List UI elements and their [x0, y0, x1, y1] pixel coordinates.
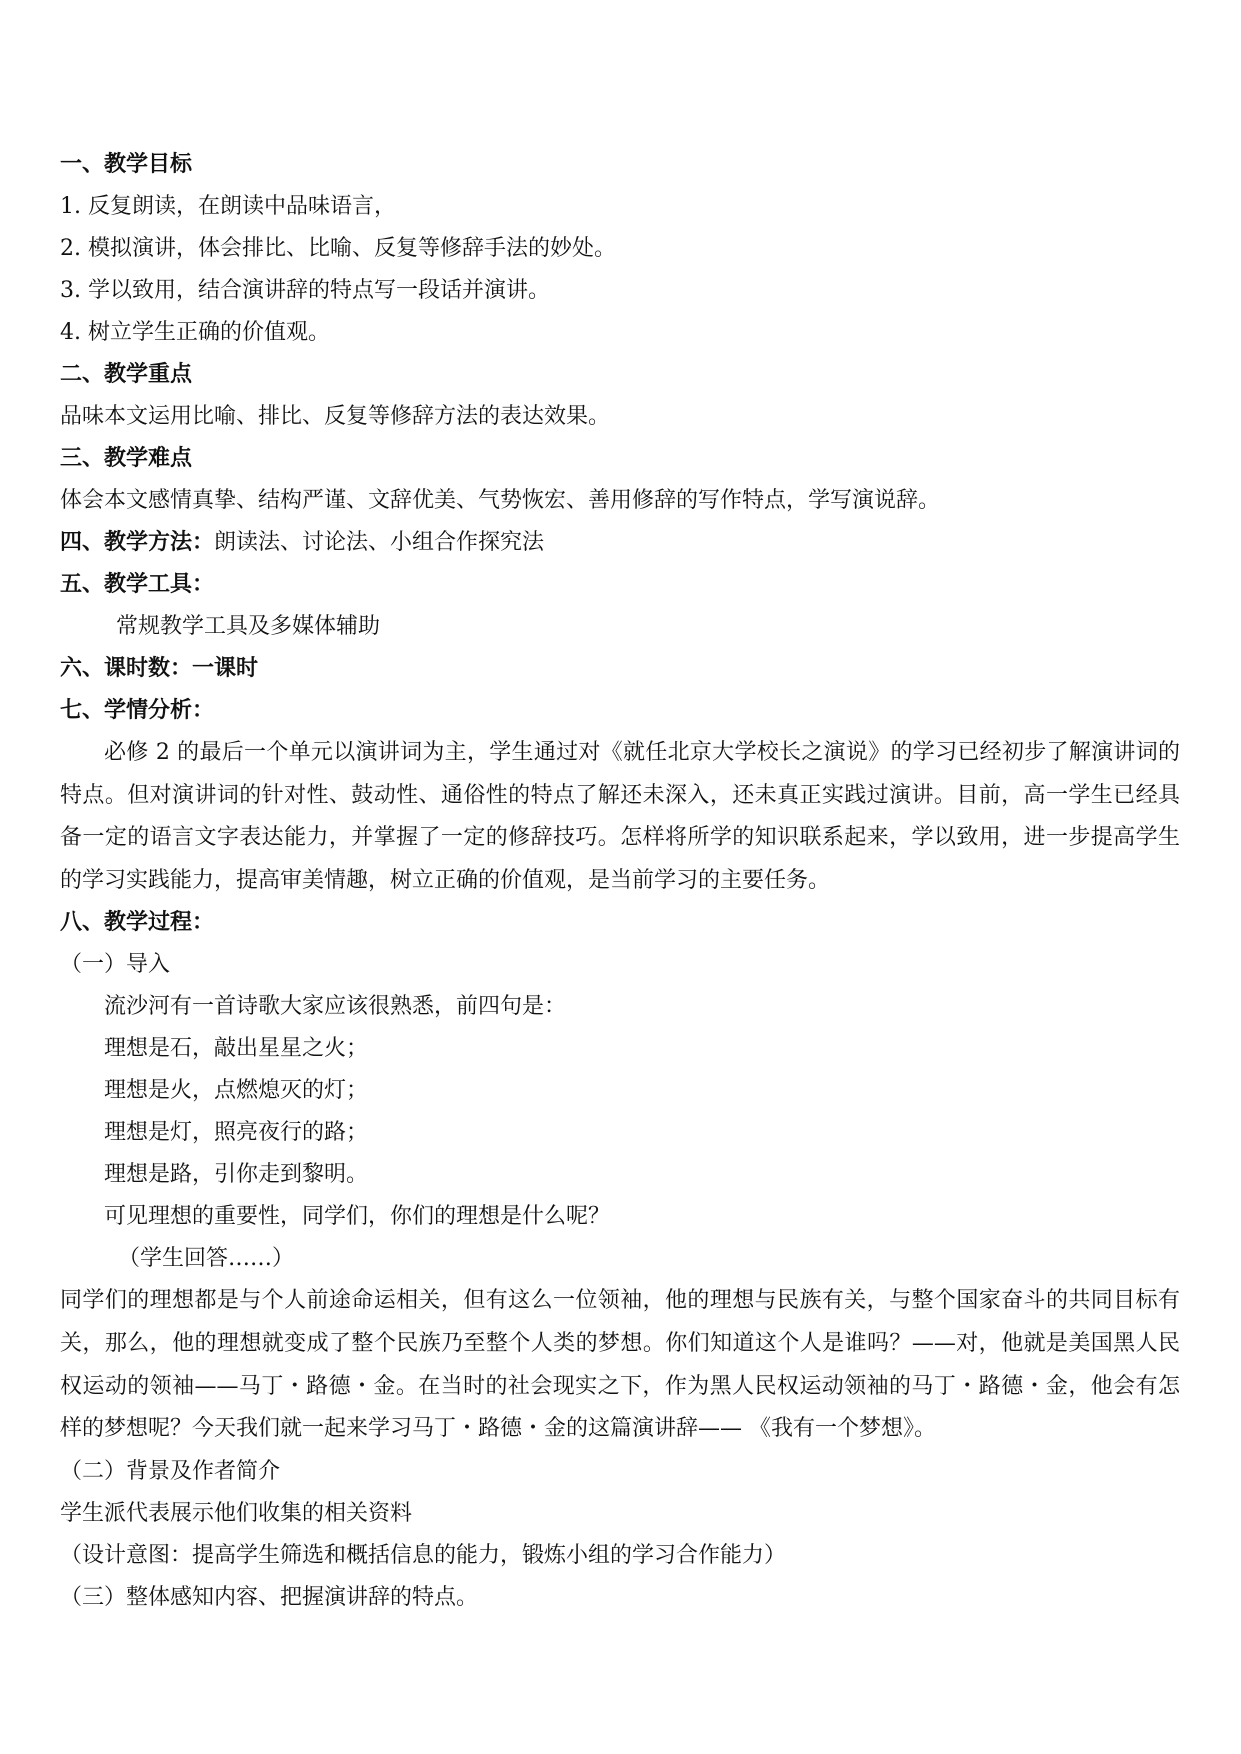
objective-1: 1. 反复朗读，在朗读中品味语言，	[60, 194, 396, 219]
student-answer: （学生回答……）	[118, 1246, 295, 1272]
methods-text: 朗读法、讨论法、小组合作探究法	[214, 530, 545, 555]
poem-line-2: 理想是火，点燃熄灭的灯；	[104, 1078, 369, 1104]
heading-tools: 五、教学工具：	[60, 572, 215, 597]
difficulties-text: 体会本文感情真挚、结构严谨、文辞优美、气势恢宏、善用修辞的写作特点，学写演说辞。	[60, 488, 941, 513]
part2-title: （二）背景及作者简介	[60, 1458, 281, 1484]
poem-line-4: 理想是路，引你走到黎明。	[104, 1162, 369, 1188]
heading-difficulties: 三、教学难点	[60, 446, 193, 471]
student-analysis-paragraph: 必修 2 的最后一个单元以演讲词为主，学生通过对《就任北京大学校长之演说》的学习已经初步了解演讲词的特点。但对演讲词的针对性、鼓动性、通俗性的特点了解还未深入，还未真正实践过演讲。目前，高一学生已经具备一定的语言文字表达能力，并掌握了一定的修辞技巧。怎样将所学的知识联系起来，学以致用，进一步提高学生的学习实践能力，提高审美情趣，树立正确的价值观，是当前学习的主要任务。	[60, 740, 1180, 893]
heading-class-hours: 六、课时数：一课时	[60, 656, 259, 681]
objective-2: 2. 模拟演讲，体会排比、比喻、反复等修辞手法的妙处。	[60, 236, 616, 261]
heading-key-points: 二、教学重点	[60, 362, 193, 387]
ideal-question: 可见理想的重要性，同学们，你们的理想是什么呢？	[104, 1204, 611, 1230]
poem-line-3: 理想是灯，照亮夜行的路；	[104, 1120, 369, 1146]
heading-student-analysis: 七、学情分析：	[60, 698, 215, 723]
tools-text: 常规教学工具及多媒体辅助	[116, 614, 381, 639]
lesson-plan-page	[60, 144, 1180, 1619]
objective-3: 3. 学以致用，结合演讲辞的特点写一段话并演讲。	[60, 278, 550, 303]
methods-label: 四、教学方法：	[60, 530, 215, 555]
heading-methods	[60, 522, 1180, 564]
heading-teaching-process: 八、教学过程：	[60, 910, 215, 936]
part3-title: （三）整体感知内容、把握演讲辞的特点。	[60, 1584, 479, 1610]
poem-intro: 流沙河有一首诗歌大家应该很熟悉，前四句是：	[104, 994, 567, 1020]
objective-4: 4. 树立学生正确的价值观。	[60, 320, 330, 345]
heading-teaching-objectives: 一、教学目标	[60, 152, 193, 177]
part2-line-1: 学生派代表展示他们收集的相关资料	[60, 1500, 413, 1526]
introduction-paragraph: 同学们的理想都是与个人前途命运相关，但有这么一位领袖，他的理想与民族有关，与整个国家奋斗的共同目标有关，那么，他的理想就变成了整个民族乃至整个人类的梦想。你们知道这个人是谁吗？——对，他就是美国黑人民权运动的领袖——马丁・路德・金。在当时的社会现实之下，作为黑人民权运动领袖的马丁・路德・金，他会有怎样的梦想呢？今天我们就一起来学习马丁・路德・金的这篇演讲辞—— 《我有一个梦想》。	[60, 1288, 1180, 1442]
key-points-text: 品味本文运用比喻、排比、反复等修辞方法的表达效果。	[60, 404, 611, 429]
poem-line-1: 理想是石，敲出星星之火；	[104, 1036, 369, 1062]
part1-title: （一）导入	[60, 952, 171, 978]
part2-line-2: （设计意图：提高学生筛选和概括信息的能力，锻炼小组的学习合作能力）	[60, 1542, 787, 1568]
